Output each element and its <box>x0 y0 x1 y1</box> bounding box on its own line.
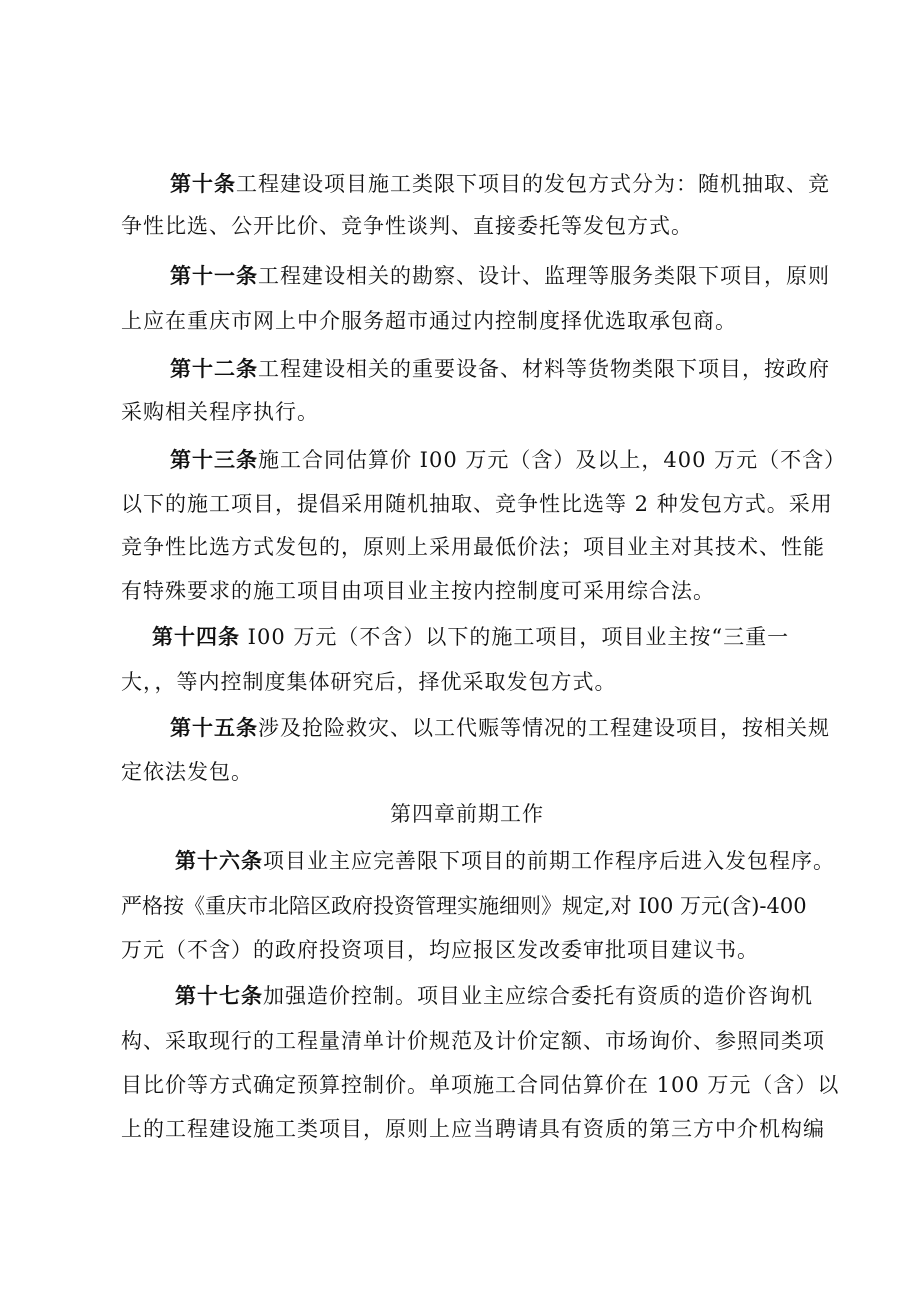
chapter-heading: 第四章前期工作 <box>390 802 544 826</box>
article-14-label: 第十四条 <box>152 625 240 649</box>
article-13-text-3: 竞争性比选方式发包的，原则上采用最低价法；项目业主对其技术、性能 <box>121 535 825 559</box>
article-14-text-1: I00 万元（不含）以下的施工项目，项目业主按“三重一 <box>240 625 790 649</box>
article-15-line-2 <box>121 762 253 783</box>
article-16-line-2 <box>121 896 807 917</box>
article-13-text-4: 有特殊要求的施工项目由项目业主按内控制度可采用综合法。 <box>121 579 715 603</box>
article-15-text-1: 涉及抢险救灾、以工代赈等情况的工程建设项目，按相关规 <box>258 716 830 740</box>
article-17-text-1: 加强造价控制。项目业主应综合委托有资质的造价咨询机 <box>263 984 813 1008</box>
article-16-text-1: 项目业主应完善限下项目的前期工作程序后进入发包程序。 <box>263 849 835 873</box>
article-12-line-2 <box>121 402 319 423</box>
article-11-label: 第十一条 <box>170 264 258 288</box>
article-11-text-2: 上应在重庆市网上中介服务超市通过内控制度择优选取承包商。 <box>121 309 737 333</box>
article-12-text-1: 工程建设相关的重要设备、材料等货物类限下项目，按政府 <box>258 357 830 381</box>
article-12-text-2: 采购相关程序执行。 <box>121 400 319 424</box>
article-10-line-1 <box>170 174 830 195</box>
article-16-line-1 <box>175 851 835 872</box>
article-10-text-1: 工程建设项目施工类限下项目的发包方式分为：随机抽取、竞 <box>236 172 830 196</box>
article-17-line-4 <box>121 1119 825 1140</box>
article-13-label: 第十三条 <box>170 448 258 472</box>
article-13-text-2: 以下的施工项目，提倡采用随机抽取、竞争性比选等 2 种发包方式。采用 <box>121 492 833 516</box>
article-10-label: 第十条 <box>170 172 236 196</box>
article-11-text-1: 工程建设相关的勘察、设计、监理等服务类限下项目，原则 <box>258 264 830 288</box>
article-14-text-2: 大，，等内控制度集体研究后，择优采取发包方式。 <box>121 670 617 694</box>
article-12-line-1 <box>170 359 830 380</box>
article-17-text-2: 构、采取现行的工程量清单计价规范及计价定额、市场询价、参照同类项 <box>121 1029 825 1053</box>
article-15-label: 第十五条 <box>170 716 258 740</box>
article-15-text-2: 定依法发包。 <box>121 760 253 784</box>
article-17-text-4: 上的工程建设施工类项目，原则上应当聘请具有资质的第三方中介机构编 <box>121 1117 825 1141</box>
article-13-line-2 <box>121 494 833 515</box>
article-16-label: 第十六条 <box>175 849 263 873</box>
article-16-text-2: 严格按《重庆市北陪区政府投资管理实施细则》规定,对 I00 万元(含)-400 <box>121 894 807 918</box>
article-13-line-1 <box>170 450 846 471</box>
article-13-text-1: 施工合同估算价 I00 万元（含）及以上，400 万元（不含） <box>258 448 847 472</box>
article-10-line-2 <box>121 216 693 237</box>
article-12-label: 第十二条 <box>170 357 258 381</box>
article-11-line-2 <box>121 311 737 332</box>
article-17-line-2 <box>121 1031 825 1052</box>
article-13-line-4 <box>121 581 715 602</box>
article-17-text-3: 目比价等方式确定预算控制价。单项施工合同估算价在 100 万元（含）以 <box>121 1073 840 1097</box>
article-16-line-3 <box>121 940 759 961</box>
article-17-line-3 <box>121 1075 839 1096</box>
article-11-line-1 <box>170 266 830 287</box>
article-14-line-2 <box>121 672 617 693</box>
article-17-label: 第十七条 <box>175 984 263 1008</box>
article-13-line-3 <box>121 537 825 558</box>
article-10-text-2: 争性比选、公开比价、竞争性谈判、直接委托等发包方式。 <box>121 214 693 238</box>
article-16-text-3: 万元（不含）的政府投资项目，均应报区发改委审批项目建议书。 <box>121 938 759 962</box>
article-15-line-1 <box>170 718 830 739</box>
article-17-line-1 <box>175 986 813 1007</box>
article-14-line-1 <box>152 627 789 648</box>
